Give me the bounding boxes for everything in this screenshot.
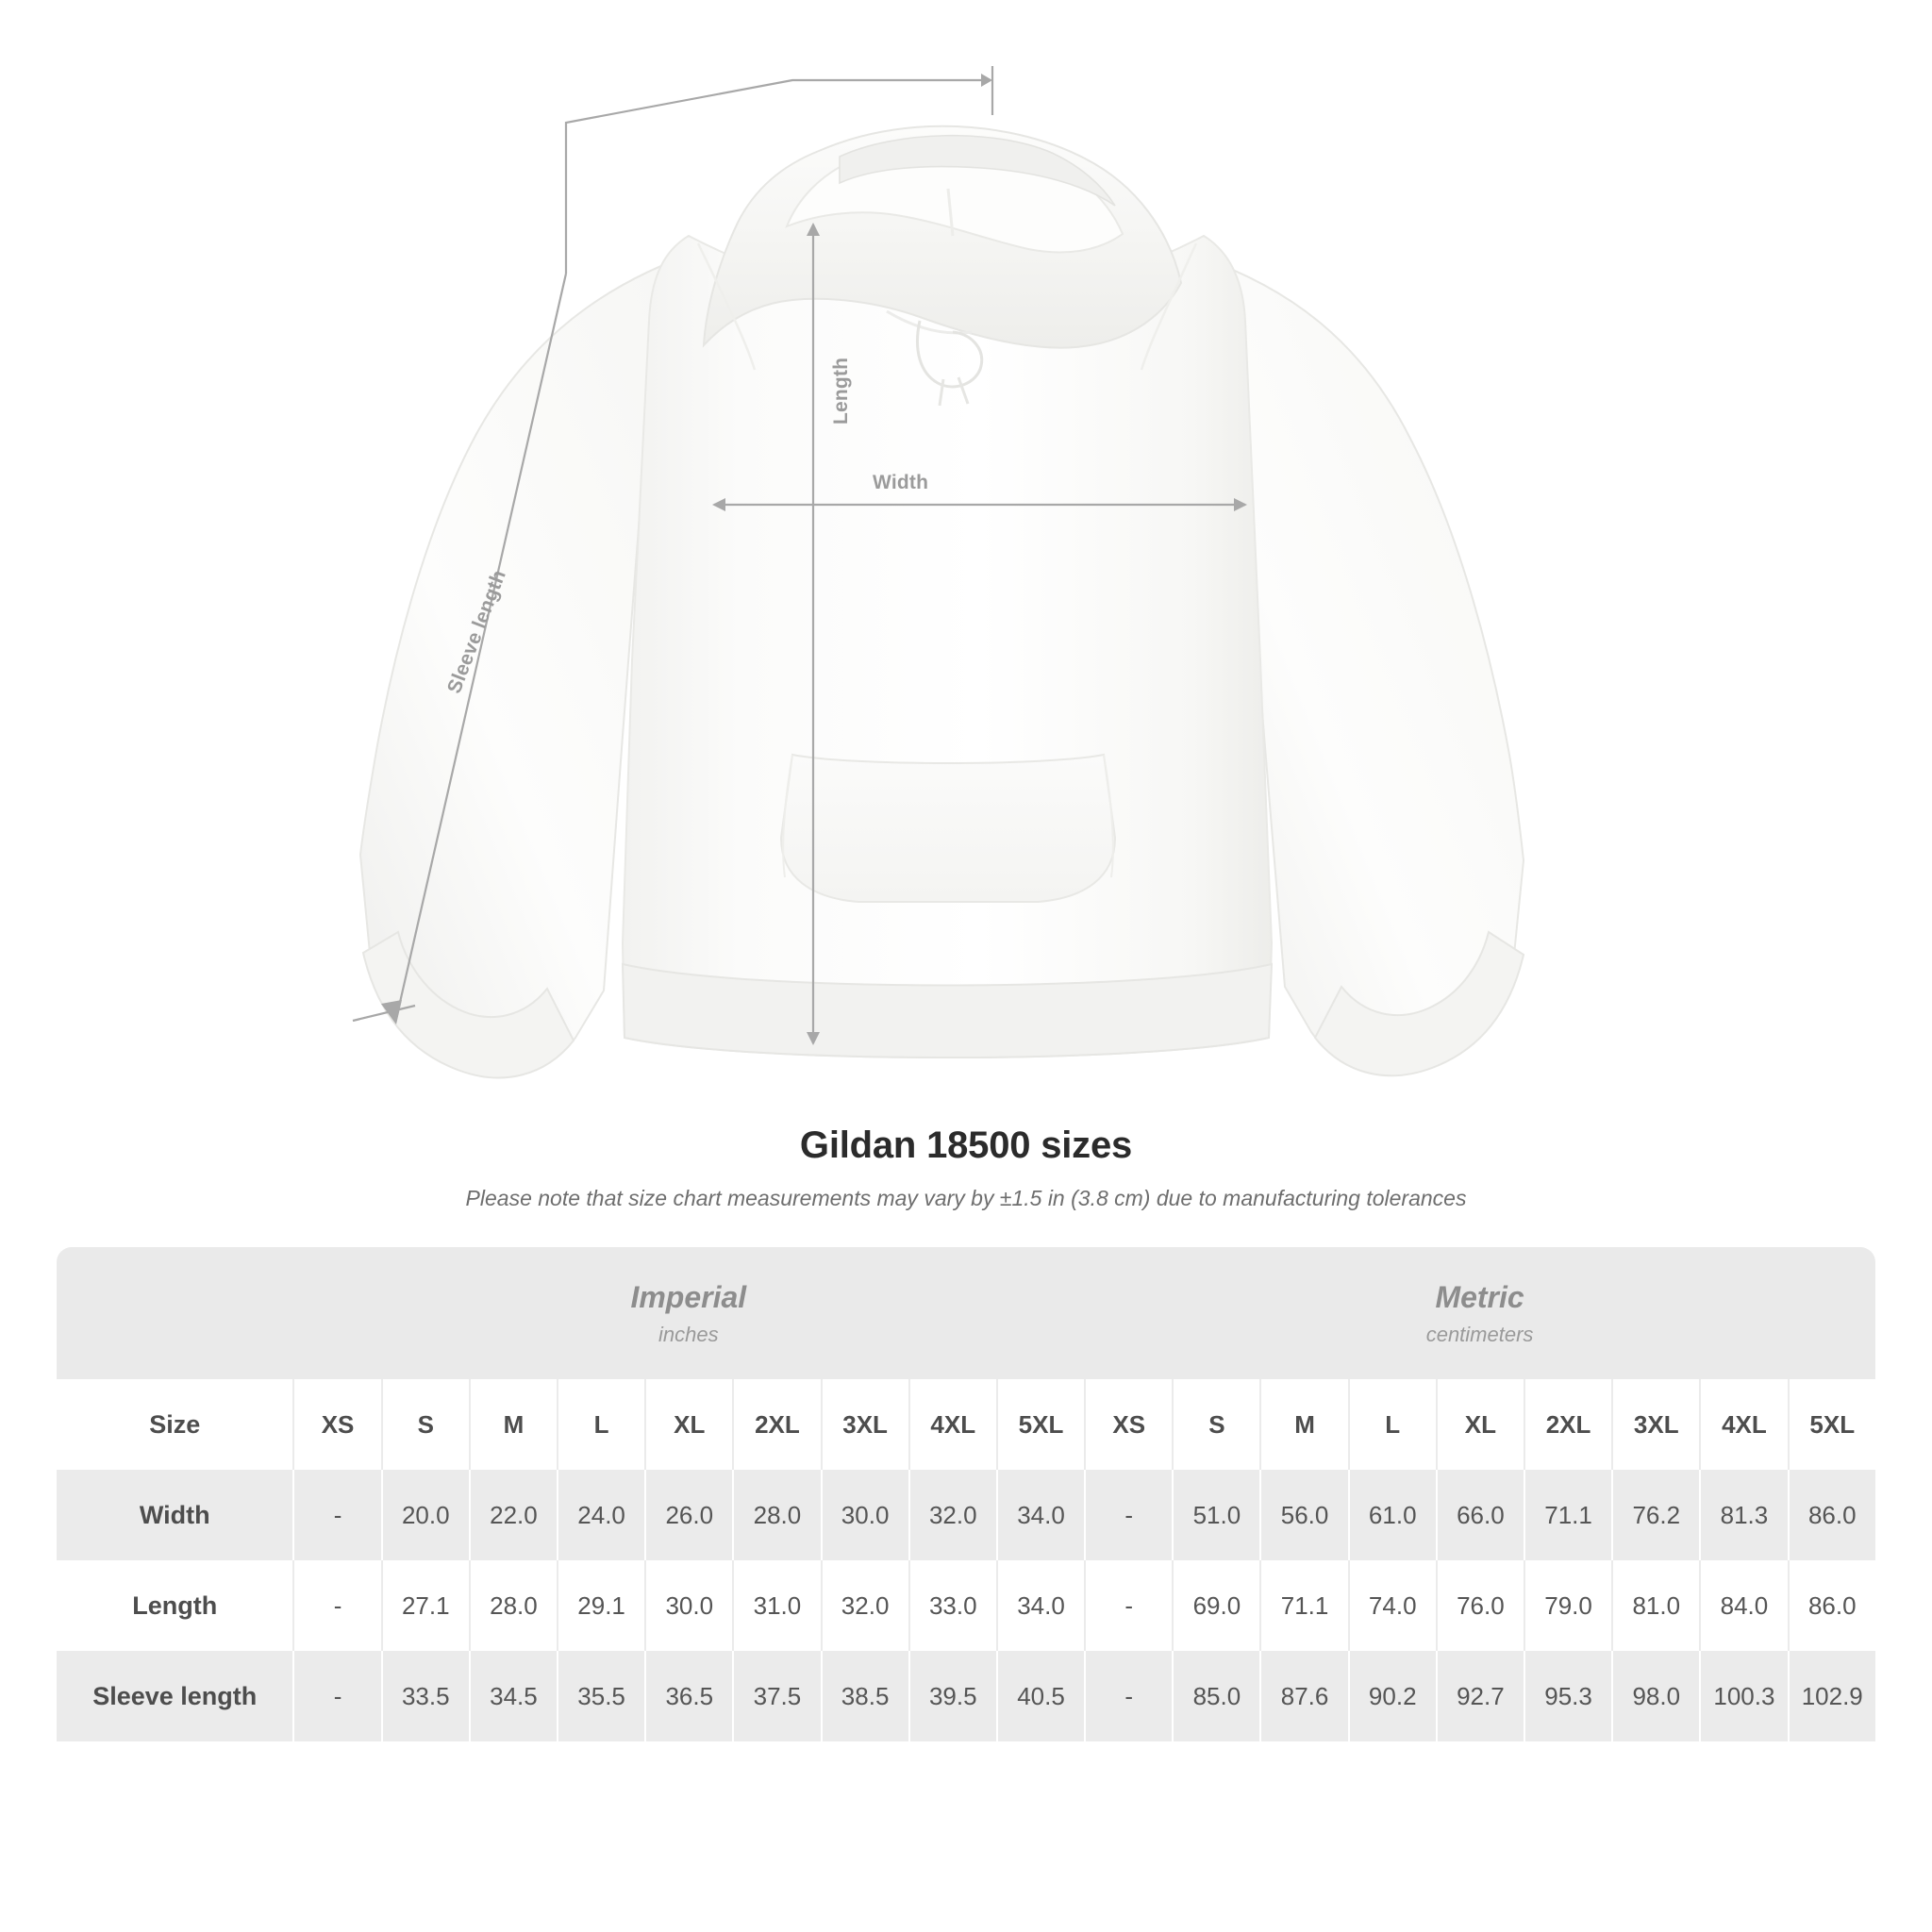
size-header-row (57, 1379, 1875, 1470)
cell-sleeve-metric-3xl: 98.0 (1611, 1651, 1699, 1741)
cell-width-metric-s: 51.0 (1172, 1470, 1259, 1560)
cell-sleeve-imperial-4xl: 39.5 (908, 1651, 996, 1741)
cell-width-metric-l: 61.0 (1348, 1470, 1436, 1560)
size-header-metric-xs: XS (1084, 1379, 1172, 1470)
cell-length-imperial-m: 28.0 (469, 1560, 557, 1651)
cell-width-imperial-m: 22.0 (469, 1470, 557, 1560)
cell-length-metric-xs: - (1084, 1560, 1172, 1651)
unit-sub-metric: centimeters (1425, 1322, 1534, 1346)
cell-width-metric-xl: 66.0 (1436, 1470, 1524, 1560)
cell-length-imperial-5xl: 34.0 (996, 1560, 1084, 1651)
cell-width-imperial-5xl: 34.0 (996, 1470, 1084, 1560)
row-label-length: Length (57, 1560, 292, 1651)
cell-sleeve-imperial-s: 33.5 (381, 1651, 469, 1741)
cell-sleeve-metric-2xl: 95.3 (1524, 1651, 1611, 1741)
cell-width-imperial-2xl: 28.0 (732, 1470, 820, 1560)
cell-length-imperial-3xl: 32.0 (821, 1560, 908, 1651)
cell-sleeve-metric-m: 87.6 (1259, 1651, 1347, 1741)
size-header-imperial-l: L (557, 1379, 644, 1470)
size-header-imperial-4xl: 4XL (908, 1379, 996, 1470)
cell-width-imperial-4xl: 32.0 (908, 1470, 996, 1560)
size-header-imperial-xs: XS (292, 1379, 380, 1470)
chart-subtitle: Please note that size chart measurements may vary by ±1.5 in (3.8 cm) due to manufacturing tolerances (465, 1186, 1467, 1210)
unit-header-metric (1084, 1247, 1875, 1379)
unit-name-metric: Metric (1435, 1279, 1524, 1314)
cell-width-imperial-xl: 26.0 (644, 1470, 732, 1560)
cell-sleeve-metric-4xl: 100.3 (1699, 1651, 1787, 1741)
cell-width-imperial-xs: - (292, 1470, 380, 1560)
cell-length-imperial-2xl: 31.0 (732, 1560, 820, 1651)
cell-width-imperial-s: 20.0 (381, 1470, 469, 1560)
size-header-label: Size (57, 1379, 292, 1470)
unit-header-spacer (57, 1247, 292, 1379)
size-header-metric-m: M (1259, 1379, 1347, 1470)
length-label: Length (830, 357, 852, 425)
size-header-imperial-xl: XL (644, 1379, 732, 1470)
cell-sleeve-imperial-xs: - (292, 1651, 380, 1741)
cell-width-metric-2xl: 71.1 (1524, 1470, 1611, 1560)
size-header-imperial-2xl: 2XL (732, 1379, 820, 1470)
size-header-imperial-m: M (469, 1379, 557, 1470)
cell-length-imperial-l: 29.1 (557, 1560, 644, 1651)
table-row (57, 1651, 1875, 1741)
cell-sleeve-imperial-2xl: 37.5 (732, 1651, 820, 1741)
cell-width-metric-3xl: 76.2 (1611, 1470, 1699, 1560)
size-table (57, 1247, 1875, 1741)
cell-length-imperial-xs: - (292, 1560, 380, 1651)
size-header-metric-5xl: 5XL (1788, 1379, 1876, 1470)
cell-sleeve-metric-l: 90.2 (1348, 1651, 1436, 1741)
cell-length-metric-5xl: 86.0 (1788, 1560, 1876, 1651)
width-label: Width (873, 472, 929, 493)
cell-length-metric-3xl: 81.0 (1611, 1560, 1699, 1651)
cell-length-imperial-4xl: 33.0 (908, 1560, 996, 1651)
cell-sleeve-metric-5xl: 102.9 (1788, 1651, 1876, 1741)
size-header-metric-s: S (1172, 1379, 1259, 1470)
cell-sleeve-metric-xl: 92.7 (1436, 1651, 1524, 1741)
table-row (57, 1560, 1875, 1651)
cell-length-metric-s: 69.0 (1172, 1560, 1259, 1651)
sleeve-length-label: Sleeve length (443, 567, 510, 697)
size-header-metric-4xl: 4XL (1699, 1379, 1787, 1470)
cell-width-metric-m: 56.0 (1259, 1470, 1347, 1560)
cell-length-metric-xl: 76.0 (1436, 1560, 1524, 1651)
cell-sleeve-metric-xs: - (1084, 1651, 1172, 1741)
cell-length-imperial-xl: 30.0 (644, 1560, 732, 1651)
row-label-width: Width (57, 1470, 292, 1560)
size-header-metric-xl: XL (1436, 1379, 1524, 1470)
cell-sleeve-metric-s: 85.0 (1172, 1651, 1259, 1741)
cell-length-metric-m: 71.1 (1259, 1560, 1347, 1651)
size-header-imperial-5xl: 5XL (996, 1379, 1084, 1470)
unit-header-imperial (292, 1247, 1084, 1379)
size-header-metric-l: L (1348, 1379, 1436, 1470)
cell-length-metric-4xl: 84.0 (1699, 1560, 1787, 1651)
cell-width-imperial-3xl: 30.0 (821, 1470, 908, 1560)
cell-width-metric-xs: - (1084, 1470, 1172, 1560)
size-header-metric-2xl: 2XL (1524, 1379, 1611, 1470)
size-header-imperial-3xl: 3XL (821, 1379, 908, 1470)
size-table-wrapper (57, 1247, 1875, 1741)
row-label-sleeve-length: Sleeve length (57, 1651, 292, 1741)
cell-width-metric-5xl: 86.0 (1788, 1470, 1876, 1560)
cell-sleeve-imperial-3xl: 38.5 (821, 1651, 908, 1741)
cell-length-imperial-s: 27.1 (381, 1560, 469, 1651)
chart-title: Gildan 18500 sizes (799, 1124, 1133, 1166)
cell-sleeve-imperial-m: 34.5 (469, 1651, 557, 1741)
unit-sub-imperial: inches (658, 1322, 719, 1346)
cell-sleeve-imperial-5xl: 40.5 (996, 1651, 1084, 1741)
title-block (0, 1124, 1932, 1211)
size-header-imperial-s: S (381, 1379, 469, 1470)
cell-width-imperial-l: 24.0 (557, 1470, 644, 1560)
unit-header-row (57, 1247, 1875, 1379)
unit-name-imperial: Imperial (630, 1279, 747, 1314)
cell-length-metric-2xl: 79.0 (1524, 1560, 1611, 1651)
cell-sleeve-imperial-l: 35.5 (557, 1651, 644, 1741)
cell-sleeve-imperial-xl: 36.5 (644, 1651, 732, 1741)
cell-length-metric-l: 74.0 (1348, 1560, 1436, 1651)
table-row (57, 1470, 1875, 1560)
cell-width-metric-4xl: 81.3 (1699, 1470, 1787, 1560)
size-header-metric-3xl: 3XL (1611, 1379, 1699, 1470)
